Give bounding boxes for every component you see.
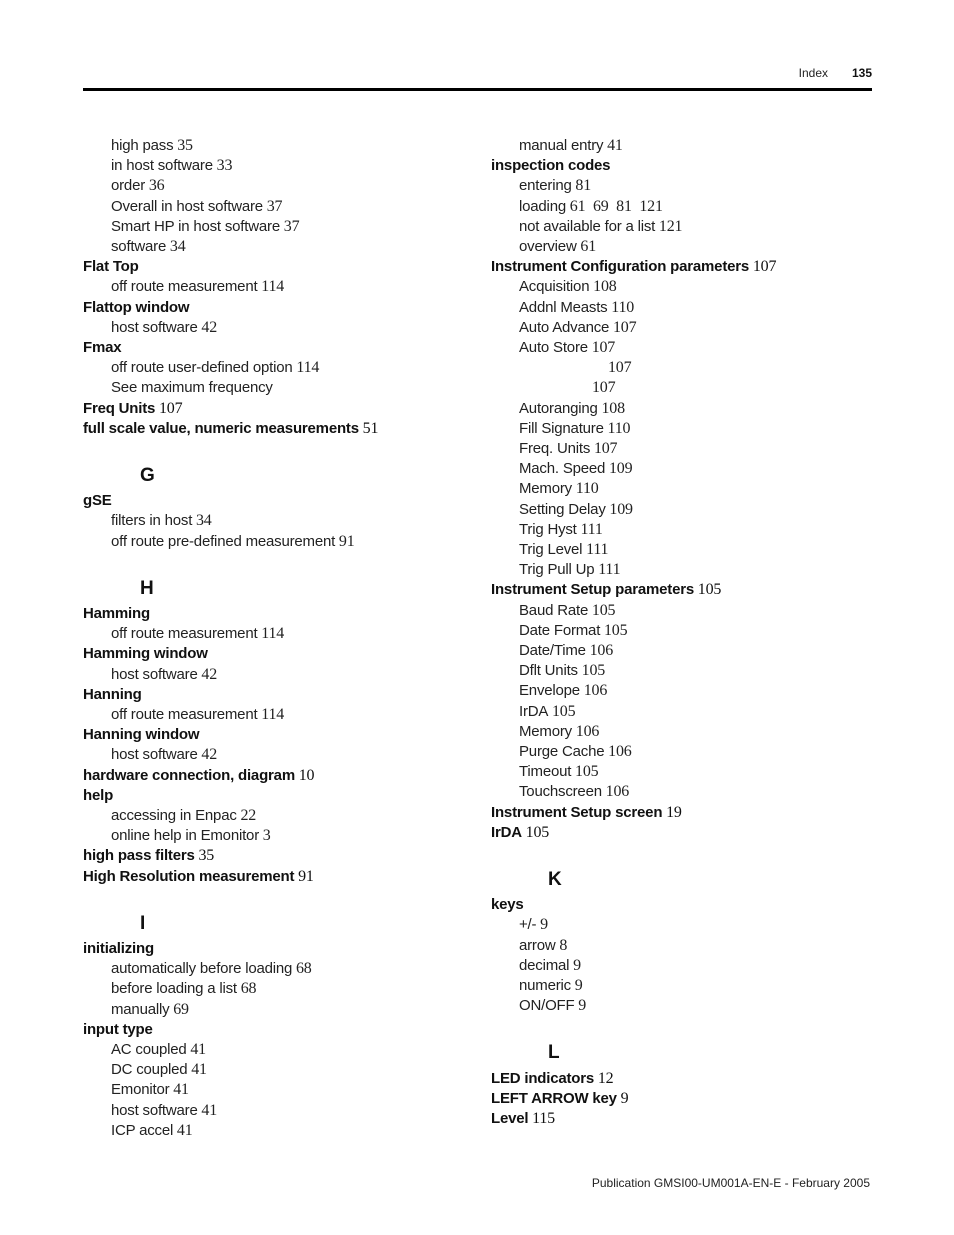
entry-text: before loading a list (111, 980, 237, 998)
index-subentry (111, 665, 217, 685)
page-reference[interactable]: 106 (601, 783, 630, 801)
header-section-label: Index (798, 66, 828, 80)
entry-text: See maximum frequency (111, 379, 273, 397)
entry-text: Hanning (83, 685, 142, 703)
page-reference[interactable]: 105 (600, 621, 628, 639)
entry-text: Purge Cache (519, 743, 605, 760)
entry-text: ICP accel (111, 1121, 174, 1139)
index-letter-heading: H (140, 577, 154, 599)
page-reference[interactable]: 121 (655, 217, 683, 235)
index-subentry (519, 702, 575, 722)
entry-text: Trig Level (519, 541, 583, 558)
entry-text: Freq. Units (519, 440, 591, 457)
page-reference[interactable]: 68 (292, 960, 312, 978)
index-term (83, 786, 113, 806)
page-reference[interactable]: 69 (169, 1000, 189, 1018)
entry-text: host software (111, 1101, 198, 1119)
page-reference[interactable]: 8 (555, 936, 568, 954)
index-subentry (111, 378, 273, 398)
entry-text: initializing (83, 940, 154, 957)
index-subentry (111, 156, 232, 176)
entry-text: Level (491, 1110, 529, 1127)
entry-text: decimal (519, 956, 570, 974)
index-subentry (519, 479, 599, 499)
entry-text: accessing in Enpac (111, 807, 237, 824)
page-reference[interactable]: 9 (616, 1089, 629, 1107)
entry-text: in host software (111, 157, 213, 175)
entry-text: Autoranging (519, 399, 598, 417)
entry-text: Hamming window (83, 645, 208, 663)
page-reference[interactable]: 81 (571, 177, 592, 195)
page-reference[interactable]: 105 (548, 702, 576, 720)
index-term (83, 766, 314, 786)
page-reference[interactable]: 105 (694, 581, 722, 599)
index-subentry (111, 197, 282, 217)
index-subentry (519, 277, 617, 297)
index-subentry (519, 722, 599, 742)
page-reference[interactable]: 42 (197, 746, 218, 764)
entry-text: LEFT ARROW key (491, 1089, 617, 1107)
index-subentry (519, 976, 583, 996)
index-term (83, 491, 112, 511)
index-subentry (111, 277, 284, 297)
index-subentry (111, 318, 217, 338)
index-subentry (111, 1040, 206, 1060)
page-reference[interactable]: 105 (588, 601, 616, 619)
entry-text: off route pre-defined measurement (111, 532, 336, 550)
index-subentry (519, 176, 591, 196)
index-term (491, 1109, 555, 1129)
entry-text: DC coupled (111, 1061, 188, 1079)
entry-text: not available for a list (519, 217, 656, 235)
page-reference[interactable]: 51 (358, 419, 379, 437)
index-subentry (111, 1000, 189, 1020)
entry-text: high pass (111, 137, 174, 154)
page-reference[interactable]: 107 (608, 359, 632, 377)
page-reference[interactable]: 107 (155, 399, 183, 417)
page-reference[interactable]: 114 (257, 278, 285, 296)
entry-text: Instrument Setup screen (491, 803, 663, 821)
entry-text: manually (111, 1000, 170, 1018)
entry-text: help (83, 786, 114, 804)
entry-text: Trig Hyst (519, 520, 577, 538)
page-reference[interactable]: 111 (594, 561, 621, 579)
index-subentry (111, 745, 217, 765)
index-term (83, 846, 214, 866)
entry-text: IrDA (519, 702, 549, 720)
index-term (491, 1089, 628, 1109)
page-reference[interactable]: 41 (197, 1101, 218, 1119)
index-term (83, 399, 182, 419)
page-reference[interactable]: 114 (257, 706, 285, 723)
page-reference[interactable]: 9 (569, 956, 581, 974)
entry-text: Overall in host software (111, 197, 263, 215)
page-reference[interactable]: 110 (571, 480, 599, 498)
page-reference[interactable]: 42 (197, 665, 218, 683)
entry-text: software (111, 238, 167, 255)
index-term (83, 298, 189, 318)
index-term (83, 338, 121, 358)
index-subentry (519, 338, 615, 358)
entry-text: Emonitor (111, 1081, 170, 1099)
entry-text: Instrument Setup parameters (491, 581, 694, 599)
index-subentry (519, 621, 627, 641)
entry-text: Fill Signature (519, 419, 604, 437)
page-reference[interactable]: 35 (194, 847, 215, 865)
entry-text: IrDA (491, 823, 522, 841)
index-subentry (111, 358, 319, 378)
index-term (491, 823, 549, 843)
page-reference[interactable]: 106 (579, 682, 608, 700)
index-subentry (111, 1101, 217, 1121)
page-reference[interactable]: 105 (571, 763, 599, 781)
header-page-number: 135 (851, 66, 872, 80)
page-reference[interactable]: 108 (597, 399, 625, 417)
page-reference[interactable]: 91 (335, 532, 355, 550)
index-subentry (519, 915, 548, 935)
index-subentry (111, 959, 312, 979)
index-subentry (111, 532, 355, 552)
entry-text: Auto Advance (519, 318, 610, 336)
index-letter-heading: I (140, 912, 146, 934)
entry-text: Trig Pull Up (519, 561, 595, 579)
index-subentry (111, 624, 284, 644)
entry-text: off route measurement (111, 278, 258, 296)
entry-text: High Resolution measurement (83, 867, 295, 885)
index-subentry (519, 762, 598, 782)
entry-text: gSE (83, 492, 112, 510)
index-letter-heading: G (140, 465, 155, 486)
page-reference[interactable]: 105 (521, 823, 550, 841)
page-reference[interactable]: 106 (571, 722, 600, 740)
entry-text: automatically before loading (111, 960, 293, 978)
page-reference[interactable]: 37 (262, 197, 283, 215)
page-reference[interactable]: 61 (576, 238, 596, 255)
entry-text: Date/Time (519, 642, 586, 659)
page-reference[interactable]: 108 (589, 278, 617, 296)
page-reference[interactable]: 107 (590, 440, 618, 457)
entry-text: input type (83, 1020, 153, 1038)
entry-text: Freq Units (83, 399, 156, 417)
entry-text: Acquisition (519, 278, 590, 296)
entry-text: AC coupled (111, 1041, 187, 1058)
page-reference[interactable]: 9 (570, 977, 583, 994)
page-reference[interactable]: 114 (257, 625, 285, 643)
entry-text: host software (111, 746, 198, 764)
page-reference[interactable]: 109 (605, 500, 633, 518)
index-subentry (519, 641, 613, 661)
page-reference[interactable]: 68 (236, 980, 257, 998)
entry-text: Dflt Units (519, 662, 578, 680)
page-reference[interactable]: 34 (192, 512, 212, 530)
index-subentry (111, 511, 212, 531)
index-subentry (111, 136, 193, 156)
entry-text: Auto Store (519, 339, 588, 356)
page-reference[interactable]: 3 (259, 827, 271, 845)
index-term (491, 156, 610, 176)
index-subentry (608, 358, 631, 378)
index-subentry (519, 996, 586, 1016)
page-reference[interactable]: 37 (279, 217, 300, 235)
index-subentry (519, 399, 625, 419)
entry-text: filters in host (111, 512, 193, 530)
entry-text: Envelope (519, 682, 580, 700)
index-subentry (519, 459, 632, 479)
index-term (491, 895, 524, 915)
index-subentry (519, 439, 617, 459)
entry-text: host software (111, 665, 198, 683)
page-reference[interactable]: 10 (294, 766, 315, 784)
index-subentry (111, 1060, 207, 1080)
index-subentry (519, 782, 629, 802)
entry-text: +/- (519, 916, 537, 934)
page-reference[interactable]: 19 (662, 803, 682, 821)
index-term (83, 604, 150, 624)
page-reference[interactable]: 105 (577, 662, 606, 680)
page-reference[interactable]: 106 (585, 642, 614, 659)
page-reference[interactable]: 115 (528, 1110, 555, 1127)
page-reference[interactable]: 35 (173, 137, 193, 154)
page-reference[interactable]: 41 (169, 1081, 189, 1099)
page-reference[interactable]: 91 (294, 867, 314, 885)
entry-text: keys (491, 896, 524, 914)
index-term (491, 257, 776, 277)
entry-text: arrow (519, 936, 556, 954)
index-term (83, 685, 142, 705)
index-subentry (519, 197, 663, 217)
index-term (83, 257, 139, 277)
index-subentry (519, 540, 608, 560)
index-subentry (111, 826, 271, 846)
page-reference[interactable]: 114 (292, 359, 320, 377)
page-reference[interactable]: 107 (749, 258, 777, 276)
entry-text: off route measurement (111, 625, 258, 643)
index-subentry (519, 298, 634, 318)
entry-text: Fmax (83, 339, 122, 356)
index-subentry (111, 979, 256, 999)
entry-text: high pass filters (83, 847, 195, 865)
entry-text: LED indicators (491, 1069, 595, 1087)
index-subentry (519, 681, 607, 701)
entry-text: Setting Delay (519, 500, 606, 518)
entry-text: Smart HP in host software (111, 217, 280, 235)
entry-text: numeric (519, 977, 571, 994)
index-subentry (111, 237, 186, 257)
page-reference[interactable]: 12 (594, 1069, 614, 1087)
entry-text: ON/OFF (519, 997, 575, 1015)
index-term (83, 867, 314, 887)
entry-text: online help in Emonitor (111, 827, 259, 845)
index-term (83, 1020, 153, 1040)
entry-text: off route measurement (111, 706, 258, 723)
index-letter-heading: K (548, 869, 562, 890)
index-subentry (519, 520, 603, 540)
entry-text: hardware connection, diagram (83, 766, 295, 784)
entry-text: Memory (519, 480, 572, 498)
page-reference[interactable]: 107 (587, 339, 616, 356)
index-subentry (111, 705, 284, 725)
page-reference[interactable]: 106 (604, 743, 632, 760)
index-subentry (519, 956, 581, 976)
publication-footer: Publication GMSI00-UM001A-EN-E - February 2005 (591, 1176, 870, 1190)
entry-text: manual entry (519, 137, 604, 154)
index-term (83, 644, 208, 664)
index-subentry (519, 217, 682, 237)
index-subentry (111, 1080, 189, 1100)
index-subentry (519, 936, 567, 956)
index-letter-heading: L (548, 1042, 560, 1064)
index-term (491, 1069, 613, 1089)
index-subentry (519, 318, 636, 338)
entry-text: loading (519, 197, 566, 215)
entry-text: host software (111, 318, 198, 336)
entry-text: Date Format (519, 621, 601, 639)
page-reference[interactable]: 41 (186, 1041, 206, 1058)
index-term (83, 939, 154, 959)
index-term (491, 580, 721, 600)
index-subentry (592, 378, 615, 398)
index-subentry (519, 136, 623, 156)
page-reference[interactable]: 111 (582, 541, 609, 558)
entry-text: Hanning window (83, 726, 200, 744)
entry-text: Touchscreen (519, 783, 602, 801)
page-reference[interactable]: 110 (603, 419, 631, 437)
index-subentry (519, 601, 615, 621)
entry-text: full scale value, numeric measurements (83, 419, 359, 437)
entry-text: off route user-defined option (111, 359, 293, 377)
entry-text: entering (519, 177, 572, 195)
page-reference[interactable]: 110 (607, 298, 635, 316)
index-term (83, 419, 378, 439)
entry-text: order (111, 177, 146, 195)
page-reference[interactable]: 9 (574, 997, 587, 1015)
index-subentry (111, 1121, 193, 1141)
page-reference[interactable]: 41 (173, 1121, 193, 1139)
index-term (491, 803, 682, 823)
entry-text: Flattop window (83, 298, 190, 316)
index-subentry (519, 742, 632, 762)
header-rule (83, 88, 872, 91)
entry-text: inspection codes (491, 157, 611, 175)
page-reference[interactable]: 61 69 81 121 (565, 197, 663, 215)
index-subentry (111, 806, 256, 826)
entry-text: Memory (519, 722, 572, 740)
entry-text: Hamming (83, 605, 150, 622)
index-subentry (519, 237, 596, 257)
page-reference[interactable]: 41 (603, 137, 623, 154)
entry-text: Instrument Configuration parameters (491, 258, 750, 276)
index-subentry (519, 661, 605, 681)
page-reference[interactable]: 109 (605, 460, 633, 478)
page-reference[interactable]: 107 (609, 318, 637, 336)
entry-text: Timeout (519, 763, 572, 781)
entry-text: Mach. Speed (519, 460, 606, 478)
index-subentry (111, 217, 299, 237)
entry-text: Flat Top (83, 258, 139, 276)
page-reference[interactable]: 36 (145, 177, 165, 195)
index-subentry (519, 419, 630, 439)
page-reference[interactable]: 107 (592, 379, 616, 397)
index-subentry (111, 176, 164, 196)
page-reference[interactable]: 22 (236, 807, 257, 824)
page-reference[interactable]: 42 (197, 318, 218, 336)
entry-text: Addnl Measts (519, 298, 608, 316)
index-subentry (519, 500, 633, 520)
page-reference[interactable]: 9 (536, 916, 548, 934)
index-term (83, 725, 199, 745)
page-reference[interactable]: 41 (187, 1061, 207, 1079)
entry-text: overview (519, 238, 577, 255)
index-subentry (519, 560, 620, 580)
page-reference[interactable]: 33 (212, 157, 233, 175)
entry-text: Baud Rate (519, 601, 589, 619)
page-reference[interactable]: 34 (166, 238, 186, 255)
page-reference[interactable]: 111 (576, 520, 603, 538)
